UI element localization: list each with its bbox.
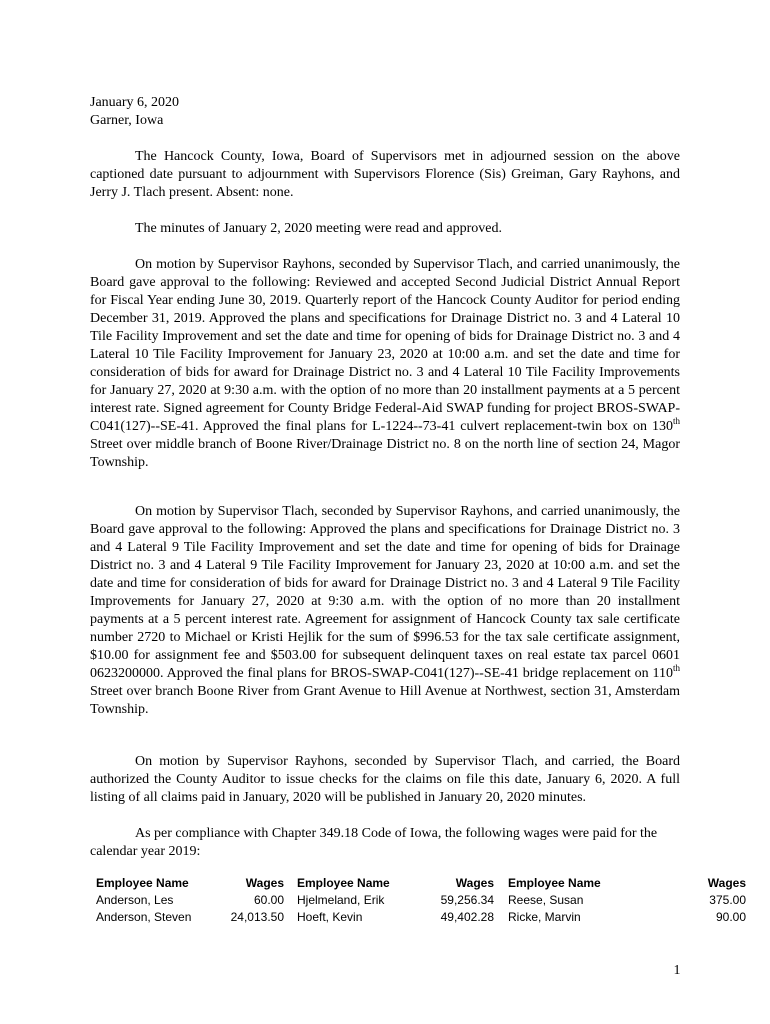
wage-cell: 60.00 bbox=[253, 893, 284, 907]
wage-cell: 24,013.50 bbox=[230, 910, 284, 924]
employee-name-cell: Anderson, Steven bbox=[96, 910, 192, 924]
motion-1-text-a: On motion by Supervisor Rayhons, seconded by Supervisor Tlach, and carried unanimously, the Board gave approval to the following: Reviewed and accepted Second Judicial District Annual Report for Fiscal Year ending June 30, 2019. Quarterly report of the Hancock County Auditor for period ending December 31, 2019. Approved the plans and specifications for Drainage District no. 3 and 4 Lateral 10 Tile Facility Improvement and set the date and time for opening of bids for Drainage District no. 3 and 4 Lateral 10 Tile Facility Improvement for January 23, 2020 at 10:00 a.m. and set the date and time for consideration of bids for award for Drainage District no. 3 and 4 Lateral 10 Tile Facility Improvements for January 27, 2020 at 9:30 a.m. with the option of no more than 20 installment payments at a 5 percent interest rate. Signed agreement for County Bridge Federal-Aid SWAP funding for project BROS-SWAP-C041(127)--SE-41. Approved the final plans for L-1224--73-41 culvert replacement-twin box on 130 bbox=[90, 257, 680, 434]
employee-name-cell: Anderson, Les bbox=[96, 893, 174, 907]
wages-intro-paragraph: As per compliance with Chapter 349.18 Code of Iowa, the following wages were paid for the calendar year 2019: bbox=[90, 826, 658, 859]
motion-paragraph-2 bbox=[90, 503, 680, 719]
wage-cell: 49,402.28 bbox=[440, 910, 494, 924]
column-header: Employee Name bbox=[508, 876, 601, 890]
wage-cell: 59,256.34 bbox=[440, 893, 494, 907]
column-header: Employee Name bbox=[297, 876, 390, 890]
session-paragraph: The Hancock County, Iowa, Board of Supervisors met in adjourned session on the above captioned date pursuant to adjournment with Supervisors Florence (Sis) Greiman, Gary Rayhons, and Jerry J. Tlach present. Absent: none. bbox=[90, 149, 680, 200]
wages-column-name-1 bbox=[96, 875, 191, 926]
wages-column-name-3 bbox=[508, 875, 601, 926]
motion-1-superscript: th bbox=[672, 416, 680, 426]
column-header: Wages bbox=[245, 876, 284, 890]
wages-column-amount-2 bbox=[426, 875, 494, 926]
column-header: Employee Name bbox=[96, 876, 189, 890]
column-header: Wages bbox=[455, 876, 494, 890]
claims-paragraph: On motion by Supervisor Rayhons, seconded by Supervisor Tlach, and carried, the Board authorized the County Auditor to issue checks for the claims on file this date, January 6, 2020. A full listing of all claims paid in January, 2020 will be published in January 20, 2020 minutes. bbox=[90, 754, 680, 805]
motion-2-text-b: Street over branch Boone River from Grant Avenue to Hill Avenue at Northwest, section 31, Amsterdam Township. bbox=[90, 684, 680, 717]
wages-column-name-2 bbox=[297, 875, 390, 926]
employee-name-cell: Ricke, Marvin bbox=[508, 910, 581, 924]
motion-paragraph-1 bbox=[90, 256, 680, 472]
wage-cell: 90.00 bbox=[715, 910, 746, 924]
minutes-paragraph: The minutes of January 2, 2020 meeting were read and approved. bbox=[135, 221, 502, 236]
wage-cell: 375.00 bbox=[709, 893, 746, 907]
motion-1-text-b: Street over middle branch of Boone River/Drainage District no. 8 on the north line of section 24, Magor Township. bbox=[90, 437, 680, 470]
wages-column-amount-3 bbox=[674, 875, 746, 926]
employee-name-cell: Hjelmeland, Erik bbox=[297, 893, 385, 907]
meeting-date: January 6, 2020 bbox=[90, 95, 180, 110]
wages-column-amount-1 bbox=[214, 875, 284, 926]
employee-name-cell: Reese, Susan bbox=[508, 893, 584, 907]
column-header: Wages bbox=[707, 876, 746, 890]
employee-name-cell: Hoeft, Kevin bbox=[297, 910, 363, 924]
motion-2-superscript: th bbox=[672, 663, 680, 673]
page-number: 1 bbox=[673, 963, 681, 978]
meeting-place: Garner, Iowa bbox=[90, 113, 164, 128]
motion-2-text-a: On motion by Supervisor Tlach, seconded by Supervisor Rayhons, and carried unanimously, the Board gave approval to the following: Approved the plans and specifications for Drainage District no. 3 and 4 Lateral 9 Tile Facility Improvement and set the date and time for opening of bids for Drainage District no. 3 and 4 Lateral 9 Tile Facility Improvement for January 23, 2020 at 10:00 a.m. and set the date and time for consideration of bids for award for Drainage District no. 3 and 4 Lateral 9 Tile Facility Improvements for January 27, 2020 at 9:30 a.m. with the option of no more than 20 installment payments at a 5 percent interest rate. Agreement for assignment of Hancock County tax sale certificate number 2720 to Michael or Kristi Hejlik for the sum of $996.53 for the tax sale certificate assignment, $10.00 for assignment fee and $503.00 for subsequent delinquent taxes on real estate tax parcel 0601 0623200000. Approved the final plans for BROS-SWAP-C041(127)--SE-41 bridge replacement on 110 bbox=[90, 504, 680, 681]
